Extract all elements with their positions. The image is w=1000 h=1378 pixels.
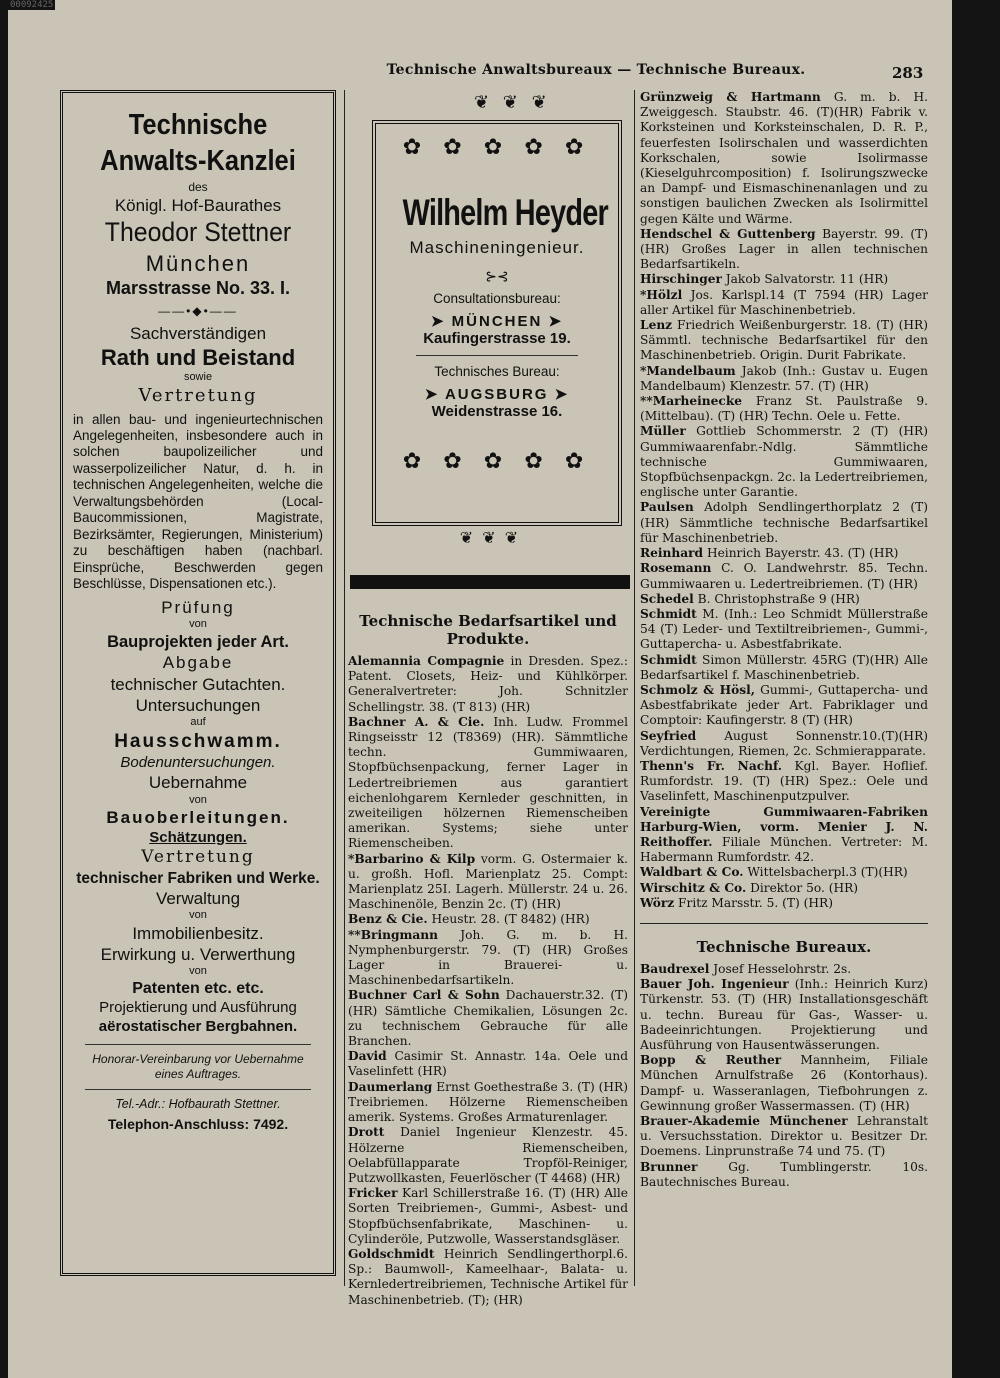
ad-sowie: sowie — [183, 371, 213, 384]
entry-name: Waldbart & Co. — [640, 865, 744, 880]
directory-entry — [640, 90, 928, 227]
ad-des: des — [188, 179, 208, 194]
directory-entry — [348, 715, 628, 852]
scroll-ornament: ⊱⊰ — [485, 268, 509, 284]
heyder-profession: Maschineningenieur. — [409, 238, 585, 257]
ad-erwirkung: Erwirkung u. Verwerthung — [100, 945, 296, 965]
entry-name: Benz & Cie. — [348, 912, 428, 927]
bedarf-column-middle — [348, 604, 628, 1308]
directory-entry — [640, 227, 928, 273]
ad-von-2: von — [189, 793, 207, 806]
entry-name: Schmidt — [640, 652, 697, 667]
heyder-frame — [372, 120, 622, 526]
entry-text: Direktor 5o. (HR) — [750, 880, 859, 895]
directory-entry — [348, 1247, 628, 1308]
entry-text: Heustr. 28. (T 8482) (HR) — [431, 912, 590, 927]
running-header: Technische Anwaltsbureaux — Technische Bureaux. — [386, 62, 806, 78]
entry-name: Bachner A. & Cie. — [348, 714, 485, 729]
ad-hofbaurath: Königl. Hof-Baurathes — [114, 195, 282, 215]
entry-text: Franz St. Paulstraße 9. (Mittelbau). (T) (HR) Techn. Oele u. Fette. — [640, 394, 928, 424]
bedarf-column-right — [640, 90, 928, 1190]
ad-telephon: Telephon-Anschluss: 7492. — [107, 1116, 289, 1133]
directory-entry — [640, 881, 928, 896]
ad-bauprojekte: Bauprojekten jeder Art. — [107, 632, 289, 651]
entry-text: Heinrich Bayerstr. 43. (T) (HR) — [706, 546, 899, 561]
entry-text: M. (Inh.: Leo Schmidt Müllerstraße 54 (T) Leder- und Textiltreibriemen-, Gummi-, Guttapercha- u. Asbestfabrikate. — [640, 606, 929, 652]
page-number: 283 — [892, 64, 924, 82]
entry-text: Bayerstr. 99. (T) (HR) Großes Lager in allen technischen Bedarfsartikeln. — [640, 226, 928, 272]
column-rule-right — [634, 90, 635, 1286]
black-divider-bar — [350, 575, 630, 589]
entry-name: Fricker — [348, 1186, 398, 1201]
entry-name: Reinhard — [640, 546, 704, 561]
entry-text: Lehranstalt u. Versuchsstation. Direktor u. Besitzer Dr. Doemens. Linprunstraße 74 und 75. (T) — [640, 1114, 928, 1159]
directory-entry — [348, 988, 628, 1049]
ad-paragraph: in allen bau- und ingenieurtechnischen Angelegenheiten, insbesondere auch in solchen baupolizeilicher und wasserpolizeilicher Natur, d. h. in technischen Angelegenheiten, welche die Verwaltungsbehörden (Local-Baucommissionen, Magistrate, Bezirksämter, Regierungen, Ministerium) zu beschäftigen haben (nachbarl. Einsprüche, Beschwerden gegen Beschlüsse, Dispensationen etc.). — [73, 411, 323, 592]
entry-text: Mannheim, Filiale München Arnulfstraße 26 (Kontorhaus). Dampf- u. Wasseranlagen, Tiefbohrungen z. Gewinnung großer Wassermassen. (T) (HR) — [640, 1053, 928, 1113]
entry-name: Brunner — [640, 1159, 698, 1174]
ad-projektierung: Projektierung und Ausführung — [99, 999, 297, 1017]
tech-bureau-label: Technisches Bureau: — [434, 364, 560, 379]
entry-text: (Inh.: Heinrich Kurz) Türkenstr. 53. (T) (HR) Installationsgeschäft u. techn. Bureau für Gas-, Wasser- u. Badeeinrichtungen. Projektierung und Ausführung von Hausentwässerungen. — [640, 977, 929, 1052]
consult-label: Consultationsbureau: — [433, 291, 561, 306]
entry-name: **Marheinecke — [640, 394, 743, 409]
directory-entry — [640, 318, 928, 364]
entry-text: Dachauerstr.32. (T)(HR) Sämtliche Chemikalien, Lösungen 2c. zu technischem Gebrauche für alle Branchen. — [348, 988, 629, 1049]
directory-entry — [640, 561, 928, 591]
arrow-icon: ➤ — [430, 313, 446, 330]
entry-text: Jakob Salvatorstr. 11 (HR) — [725, 272, 889, 287]
entry-name: Rosemann — [640, 561, 712, 576]
entry-name: Hendschel & Guttenberg — [640, 226, 816, 241]
ad-rath: Rath und Beistand — [100, 344, 296, 370]
entry-text: B. Christophstraße 9 (HR) — [697, 591, 860, 606]
ad-bergbahnen: aërostatischer Bergbahnen. — [98, 1017, 298, 1035]
entry-name: Müller — [640, 424, 686, 439]
entry-text: Gottlieb Schommerstr. 2 (T) (HR) Gummiwaarenfabr.-Ndlg. Sämmtliche technische Gummiwaaren, Stopfbüchsenpackgn. 2c. la Ledertreibriemen, englische unter Garantie. — [640, 424, 928, 500]
entry-text: Filiale München. Vertreter: M. Habermann Rumfordstr. 42. — [640, 834, 928, 865]
ad-abgabe: Abgabe — [162, 653, 234, 673]
directory-entry — [640, 865, 928, 880]
entry-text: Heinrich Sendlingerthorpl.6. Sp.: Baumwoll-, Kameelhaar-, Balata- u. Kernledertreibriemen, Technische Artikel für Maschinenbetrieb. (T); (HR) — [348, 1246, 628, 1307]
ad-pruefung: Prüfung — [161, 597, 235, 617]
entry-name: Wörz — [640, 895, 675, 910]
bottom-scroll-ornament: ❦ ❦ ❦ — [459, 528, 521, 547]
entry-text: vorm. G. Ostermaier k. u. großh. Hofl. Marienplatz 25. Compt: Marienplatz 25I. Lagerh. Müllerstr. 24 u. 26. Maschinenöle, Benzin 2c. (T) (HR) — [348, 851, 628, 912]
entry-name: Drott — [348, 1125, 385, 1140]
entry-name: Baudrexel — [640, 961, 710, 976]
ornament-divider: ——•◆•—— — [158, 303, 238, 318]
directory-entry — [640, 896, 928, 911]
entry-name: Vereinigte Gummiwaaren-Fabriken Harburg-Wien, vorm. Menier J. N. Reithoffer. — [640, 804, 928, 849]
entry-name: *Barbarino & Kilp — [348, 851, 476, 866]
ad-rule — [85, 1044, 311, 1045]
ad-verwaltung: Verwaltung — [155, 888, 241, 908]
arrow-icon-2: ➤ — [548, 313, 564, 330]
directory-entry — [640, 592, 928, 607]
entry-text: August Sonnenstr.10.(T)(HR) Verdichtungen, Riemen, 2c. Schmierapparate. — [640, 728, 928, 758]
entry-text: Gg. Tumblingerstr. 10s. Bautechnisches Bureau. — [640, 1159, 928, 1189]
scan-id: 00092425 — [10, 0, 54, 10]
entry-name: Schmidt — [640, 606, 697, 621]
catalog-page — [8, 0, 976, 1378]
ad-hausschwamm: Hausschwamm. — [114, 730, 282, 752]
ad-rule-2 — [85, 1089, 311, 1090]
directory-entry — [640, 683, 928, 729]
ad-boden: Bodenuntersuchungen. — [120, 753, 276, 771]
entry-text: Fritz Marsstr. 5. (T) (HR) — [678, 895, 833, 910]
entry-name: Grünzweig & Hartmann — [640, 90, 821, 104]
entry-text: Casimir St. Annastr. 14a. Oele und Vaselinfett (HR) — [348, 1049, 628, 1079]
directory-entry — [348, 912, 628, 927]
entry-text: G. m. b. H. Zweiggesch. Staubstr. 46. (T)(HR) Fabrik v. Korksteinen und Korksteinschalen, D. R. P., feuerfesten Isolirschalen und wasserdichten Korkschalen, sowie Isolirmasse (Kieselguhrcomposition) f. Isolirungszwecke an Dampf- und Eismaschinenanlagen und zu sonstigen baulichen Zwecken als Isolirmittel gegen Kälte und Wärme. — [640, 90, 928, 226]
directory-entry — [348, 1080, 628, 1126]
entry-text: Gummi-, Guttapercha- und Asbestfabrikate jeder Art. Fabriklager und Comptoir: Kaufingerstr. 8 (T) (HR) — [640, 682, 929, 728]
fan-ornament-top: ✿ ✿ ✿ ✿ ✿ — [402, 134, 592, 159]
ad-auf: auf — [190, 716, 206, 729]
directory-entry — [640, 759, 928, 805]
entry-text: Josef Hesselohrstr. 2s. — [713, 961, 852, 976]
entry-name: *Hölzl — [640, 287, 683, 302]
top-scroll-ornament: ❦ ❦ ❦ — [474, 92, 551, 113]
ad-bauoberleitungen: Bauoberleitungen. — [106, 808, 290, 828]
directory-entry — [640, 977, 928, 1053]
entry-name: Paulsen — [640, 500, 694, 515]
directory-entry — [640, 607, 928, 653]
ad-untersuchungen: Untersuchungen — [135, 695, 261, 715]
entry-text: Ernst Goethestraße 3. (T) (HR) Treibriemen. Hölzerne Riemenscheiben amerik. Systems. Großes Armaturenlager. — [348, 1079, 628, 1125]
entry-text: Simon Müllerstr. 45RG (T)(HR) Alle Bedarfsartikel f. Maschinenbetrieb. — [640, 652, 929, 682]
ad-teladr: Tel.-Adr.: Hofbaurath Stettner. — [115, 1096, 281, 1111]
directory-entry — [640, 424, 928, 500]
directory-entry — [640, 1114, 928, 1160]
directory-entry — [640, 500, 928, 546]
directory-entry — [348, 654, 628, 715]
entry-name: Thenn's Fr. Nachf. — [640, 758, 783, 773]
entry-name: Schedel — [640, 591, 694, 606]
entry-text: Wittelsbacherpl.3 (T)(HR) — [747, 865, 908, 880]
ad-immobilien: Immobilienbesitz. — [132, 923, 264, 943]
entry-name: Alemannia Compagnie — [348, 654, 505, 668]
ad-title-line1: Technische — [128, 109, 268, 141]
directory-entry — [640, 394, 928, 424]
munich-address: Kaufingerstrasse 19. — [423, 330, 571, 347]
ad-von-4: von — [189, 965, 207, 978]
arrow-icon-3: ➤ — [424, 386, 440, 403]
ad-person-name: Theodor Stettner — [104, 216, 292, 247]
ad-von-3: von — [189, 909, 207, 922]
directory-entry — [640, 288, 928, 318]
stettner-advertisement — [60, 90, 336, 1276]
ad-schaetzungen: Schätzungen. — [149, 828, 247, 846]
directory-entry — [348, 852, 628, 913]
directory-entry — [640, 1160, 928, 1190]
augsburg-address: Weidenstrasse 16. — [431, 403, 563, 420]
bedarf-list-right — [640, 90, 928, 911]
entry-text: Inh. Ludw. Frommel Ringseisstr 12 (T8369) (HR). Sämmtliche techn. Gummiwaaren, Stopfbüchsenpackung, ferner Lager in Ledertreibriemen aus garantiert eichenlohgarem Kernleder geschnitten, in zweiteiligen hölzernen Riemenscheiben amerikan. Systems; siehe unter Riemenscheiben. — [348, 714, 628, 851]
augsburg-city: AUGSBURG — [444, 386, 549, 403]
entry-text: Kgl. Bayer. Hoflief. Rumfordstr. 19. (T) (HR) Spez.: Oele und Vaselinfett, Maschinenputzpulver. — [640, 758, 928, 804]
entry-text: in Dresden. Spez.: Patent. Closets, Heiz- und Kühlkörper. Generalvertreter: Joh. Schnitzler Schellingstr. 38. (T 813) (HR) — [348, 654, 629, 714]
munich-line — [376, 312, 618, 330]
directory-entry — [640, 1053, 928, 1114]
entry-name: Schmolz & Hösl, — [640, 682, 756, 697]
fan-ornament-bottom: ✿ ✿ ✿ ✿ ✿ — [402, 448, 592, 473]
ad-von-1: von — [189, 617, 207, 630]
entry-text: Joh. G. m. b. H. Nymphenburgerstr. 79. (T) (HR) Großes Lager in Brauerei- u. Maschinenbedarfsartikeln. — [348, 927, 629, 988]
ad-address: Marsstrasse No. 33. I. — [105, 278, 291, 298]
entry-text: Karl Schillerstraße 16. (T) (HR) Alle Sorten Treibriemen-, Gummi-, Asbest- und Stopfbüchsenfabrikate, Maschinen- u. Cylinderöle, Putzwolle, Wasserstandsgläser. — [348, 1186, 628, 1246]
entry-name: *Mandelbaum — [640, 363, 736, 378]
ad-gutachten: technischer Gutachten. — [110, 674, 286, 694]
heyder-name: Wilhelm Heyder — [402, 192, 608, 233]
ad-city: München — [145, 250, 251, 276]
section-title-bedarf: Technische Bedarfsartikel und Produkte. — [359, 612, 617, 648]
entry-name: Daumerlang — [348, 1079, 433, 1094]
directory-entry — [348, 1186, 628, 1247]
entry-name: David — [348, 1049, 387, 1064]
entry-text: Jakob (Inh.: Gustav u. Eugen Mandelbaum) Klenzestr. 57. (T) (HR) — [640, 363, 928, 393]
ad-honorar: Honorar-Vereinbarung vor Uebernahme eines Auftrages. — [92, 1051, 304, 1081]
entry-name: Wirschitz & Co. — [640, 880, 747, 895]
directory-entry — [348, 1049, 628, 1079]
column-rule-left — [344, 90, 345, 1286]
entry-name: Brauer-Akademie Münchener — [640, 1114, 848, 1128]
entry-text: Friedrich Weißenburgerstr. 18. (T) (HR) Sämmtl. technische Bedarfsartikel für den Maschinenbetrieb. Origin. Durit Fabrikate. — [640, 318, 928, 363]
entry-name: Bopp & Reuther — [640, 1053, 782, 1068]
ad-uebernahme: Uebernahme — [148, 773, 248, 793]
entry-text: Jos. Karlspl.14 (T 7594 (HR) Lager aller Artikel für Maschinenbetrieb. — [640, 287, 928, 317]
entry-name: Buchner Carl & Sohn — [348, 988, 500, 1003]
ad-fabriken: technischer Fabriken und Werke. — [76, 869, 320, 887]
ad-title-line2: Anwalts-Kanzlei — [100, 145, 296, 178]
entry-name: Seyfried — [640, 728, 697, 743]
directory-entry — [640, 364, 928, 394]
entry-text: C. O. Landwehrstr. 85. Techn. Gummiwaaren u. Ledertreibriemen. (T) (HR) — [640, 561, 928, 591]
arrow-icon-4: ➤ — [554, 386, 570, 403]
ad-patente: Patenten etc. etc. — [132, 980, 264, 998]
entry-text: Adolph Sendlingerthorplatz 2 (T) (HR) Sämmtliche technische Bedarfsartikel für Maschinenbetrieb. — [640, 500, 929, 545]
binding-edge — [952, 0, 976, 1378]
directory-entry — [640, 546, 928, 561]
directory-entry — [640, 962, 928, 977]
bureau-list — [640, 962, 928, 1190]
directory-entry — [640, 729, 928, 759]
directory-entry — [348, 1125, 628, 1186]
augsburg-line — [376, 385, 618, 403]
munich-city: MÜNCHEN — [451, 313, 543, 330]
ad-vertretung-2: Vertretung — [141, 847, 255, 868]
ad-vertretung: Vertretung — [138, 385, 258, 406]
directory-entry — [640, 272, 928, 287]
section-title-bureaux: Technische Bureaux. — [696, 937, 872, 956]
directory-entry — [640, 805, 928, 866]
entry-name: **Bringmann — [348, 927, 438, 942]
entry-text: Daniel Ingenieur Klenzestr. 45. Hölzerne Riemenscheiben, Oelabfüllapparate Tropföl-Reiniger, Putzwollkasten, Feuerlöscher (T 4468) (HR) — [348, 1125, 628, 1185]
entry-name: Lenz — [640, 318, 673, 333]
entry-name: Hirschinger — [640, 272, 722, 287]
entry-name: Goldschmidt — [348, 1246, 435, 1261]
bedarf-list-middle — [348, 654, 628, 1308]
ad-sachverst: Sachverständigen — [129, 323, 267, 343]
directory-entry — [348, 928, 628, 989]
heyder-advertisement — [354, 92, 628, 558]
section-rule — [640, 923, 928, 924]
mid-rule — [416, 355, 578, 356]
entry-name: Bauer Joh. Ingenieur — [640, 977, 789, 992]
directory-entry — [640, 653, 928, 683]
